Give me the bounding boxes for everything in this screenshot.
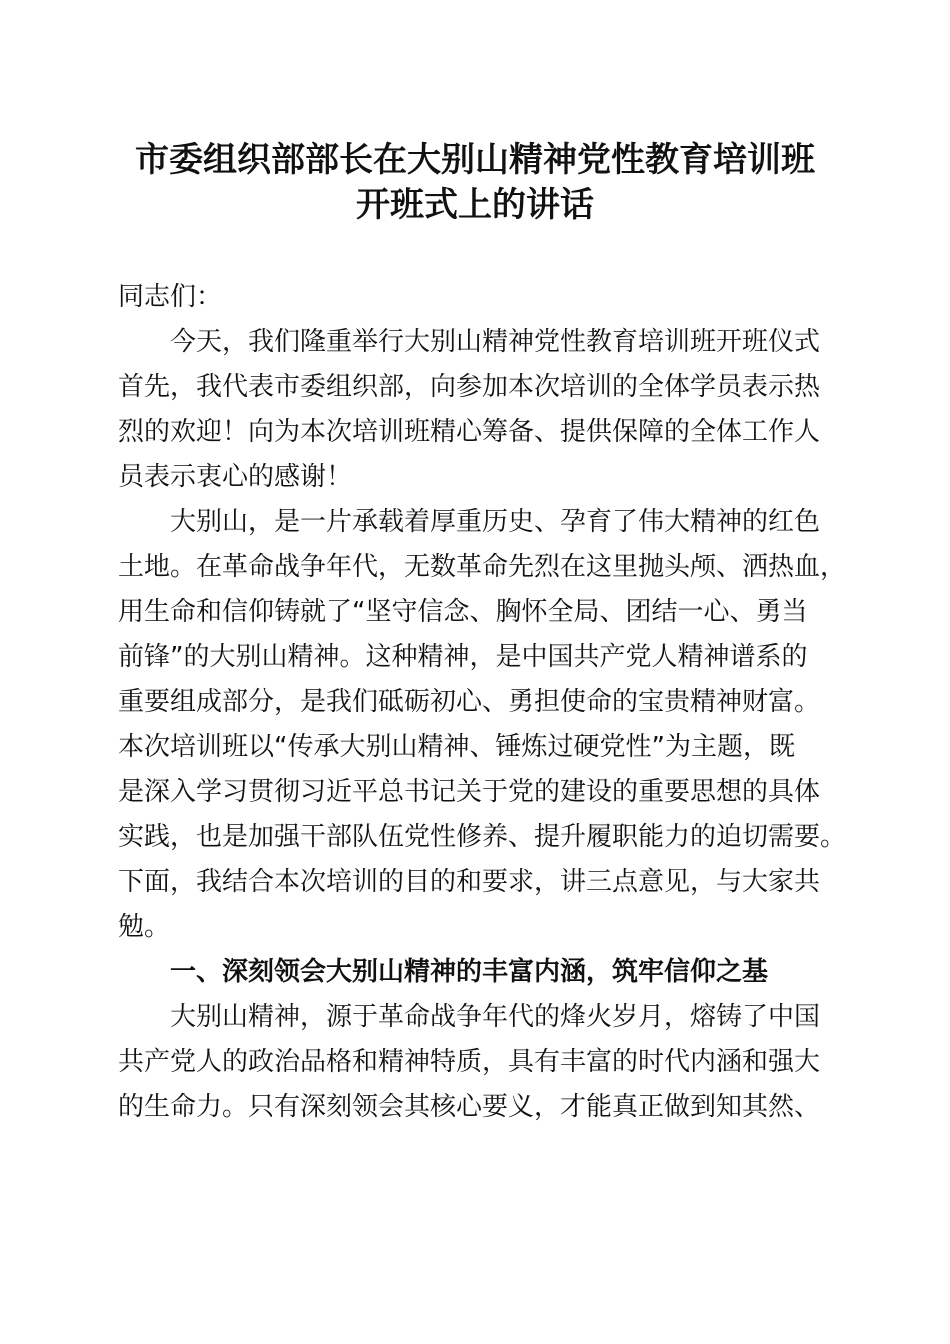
paragraph-line: 员表示衷心的感谢！	[118, 462, 353, 492]
paragraph-line: 大别山，是一片承载着厚重历史、孕育了伟大精神的红色	[170, 507, 821, 537]
paragraph-line: 下面，我结合本次培训的目的和要求，讲三点意见，与大家共	[118, 867, 821, 897]
paragraph-line: 用生命和信仰铸就了“坚守信念、胸怀全局、团结一心、勇当	[118, 597, 808, 627]
paragraph-line: 烈的欢迎！向为本次培训班精心筹备、提供保障的全体工作人	[118, 417, 821, 447]
document-title-line-2: 开班式上的讲话	[356, 185, 594, 225]
paragraph-line: 是深入学习贯彻习近平总书记关于党的建设的重要思想的具体	[118, 777, 821, 807]
paragraph-line: 本次培训班以“传承大别山精神、锤炼过硬党性”为主题，既	[118, 732, 795, 762]
section-heading-1: 一、深刻领会大别山精神的丰富内涵，筑牢信仰之基	[170, 957, 769, 987]
document-body	[118, 275, 847, 1130]
paragraph-line: 共产党人的政治品格和精神特质，具有丰富的时代内涵和强大	[118, 1047, 821, 1077]
paragraph-line: 大别山精神，源于革命战争年代的烽火岁月，熔铸了中国	[170, 1002, 821, 1032]
paragraph-line: 实践，也是加强干部队伍党性修养、提升履职能力的迫切需要。	[118, 822, 847, 852]
paragraph-line: 的生命力。只有深刻领会其核心要义，才能真正做到知其然、	[118, 1092, 821, 1122]
paragraph-line: 今天，我们隆重举行大别山精神党性教育培训班开班仪式	[170, 327, 821, 357]
paragraph-line: 土地。在革命战争年代，无数革命先烈在这里抛头颅、洒热血，	[118, 552, 847, 582]
paragraph-line: 勉。	[118, 912, 171, 942]
paragraph-line: 首先，我代表市委组织部，向参加本次培训的全体学员表示热	[118, 372, 821, 402]
salutation: 同志们：	[118, 282, 223, 312]
paragraph-line: 前锋”的大别山精神。这种精神，是中国共产党人精神谱系的	[118, 642, 808, 672]
document-title-line-1: 市委组织部部长在大别山精神党性教育培训班	[135, 140, 815, 180]
paragraph-line: 重要组成部分，是我们砥砺初心、勇担使命的宝贵精神财富。	[118, 687, 821, 717]
